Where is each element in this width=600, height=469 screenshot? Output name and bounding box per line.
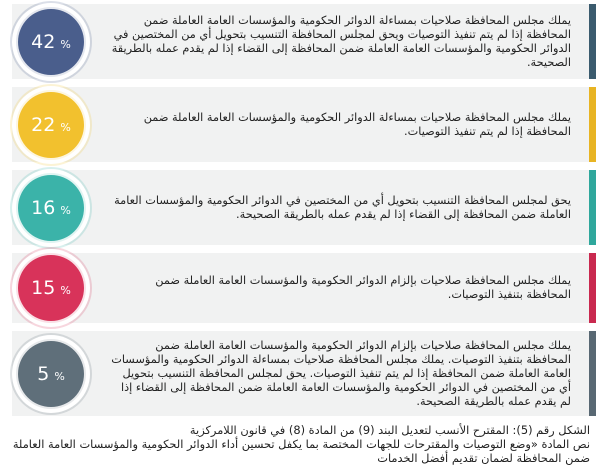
percent-circle bbox=[16, 90, 86, 160]
percent-circle bbox=[16, 7, 86, 77]
chart-row-2 bbox=[12, 87, 596, 162]
percent-value: 15 bbox=[31, 277, 56, 299]
row-text: يملك مجلس المحافظة صلاحيات بإلزام الدوائر الحكومية والمؤسسات العامة العاملة ضمن المحافظة بتنفيذ التوصيات. يملك مجلس المحافظة صلاحيات بمساءلة الدوائر الحكومية والمؤسسات العامة العاملة ضمن المحافظة إذا لم يتم تنفيذ التوصيات. يحق لمجلس المحافظة التنسيب بتحويل أي من المختصين في الدوائر الحكومية والمؤسسات العامة العاملة ضمن المحافظة إلى القضاء إذا لم يقدم عمله بالطريقة الصحيحة. bbox=[111, 338, 571, 408]
row-text: يملك مجلس المحافظة صلاحيات بمساءلة الدوائر الحكومية والمؤسسات العامة العاملة ضمن المحافظة إذا لم يتم تنفيذ التوصيات. bbox=[143, 110, 571, 138]
percent-value: 22 bbox=[31, 113, 56, 136]
caption-line-2: نص المادة «وضع التوصيات والمقترحات للجهات المختصة بما يكفل تحسين أداء الدوائر الحكومية والمؤسسات العامة العاملة ضمن المحافظة لضمان تقديم أفضل الخدمات bbox=[12, 437, 590, 465]
row-text: يملك مجلس المحافظة صلاحيات بإلزام الدوائر الحكومية والمؤسسات العامة العاملة ضمن المحافظة بتنفيذ التوصيات. bbox=[155, 274, 571, 301]
chart-rows bbox=[12, 4, 596, 424]
percent-circle-frame bbox=[12, 335, 90, 413]
percent-circle bbox=[16, 339, 86, 409]
percent-circle bbox=[16, 173, 86, 243]
percent-value: 5 bbox=[37, 362, 50, 385]
percent-circle-frame bbox=[12, 86, 90, 164]
chart-row-3 bbox=[12, 170, 596, 245]
percent-unit: % bbox=[60, 284, 71, 297]
percent-circle-frame bbox=[12, 169, 90, 247]
percent-circle-frame bbox=[12, 249, 90, 327]
percent-unit: % bbox=[54, 369, 65, 383]
caption-line-1: الشكل رقم (5): المقترح الأنسب لتعديل البند (9) من المادة (8) في قانون اللامركزية bbox=[189, 423, 590, 437]
percent-unit: % bbox=[60, 37, 71, 51]
percent-unit: % bbox=[60, 203, 71, 217]
percent-value: 16 bbox=[31, 196, 56, 219]
row-text: يحق لمجلس المحافظة التنسيب بتحويل أي من المختصين في الدوائر الحكومية والمؤسسات العامة العاملة ضمن المحافظة إلى القضاء إذا لم يقدم عمله بالطريقة الصحيحة. bbox=[114, 193, 571, 221]
percent-unit: % bbox=[60, 120, 71, 134]
chart-row-4 bbox=[12, 253, 596, 323]
percent-circle bbox=[16, 253, 86, 323]
row-text: يملك مجلس المحافظة صلاحيات بمساءلة الدوائر الحكومية والمؤسسات العامة العاملة ضمن المحافظة إذا لم يتم تنفيذ التوصيات ويحق لمجلس المحافظة التنسيب بتحويل أي من المختصين في الدوائر الحكومية والمؤسسات العامة العاملة ضمن المحافظة إلى القضاء إذا لم يقدم عمله بالطريقة الصحيحة. bbox=[111, 13, 571, 69]
chart-row-5 bbox=[12, 331, 596, 416]
percent-circle-frame bbox=[12, 3, 90, 81]
percent-value: 42 bbox=[31, 30, 56, 53]
chart-row-1 bbox=[12, 4, 596, 79]
figure-caption bbox=[12, 423, 590, 465]
